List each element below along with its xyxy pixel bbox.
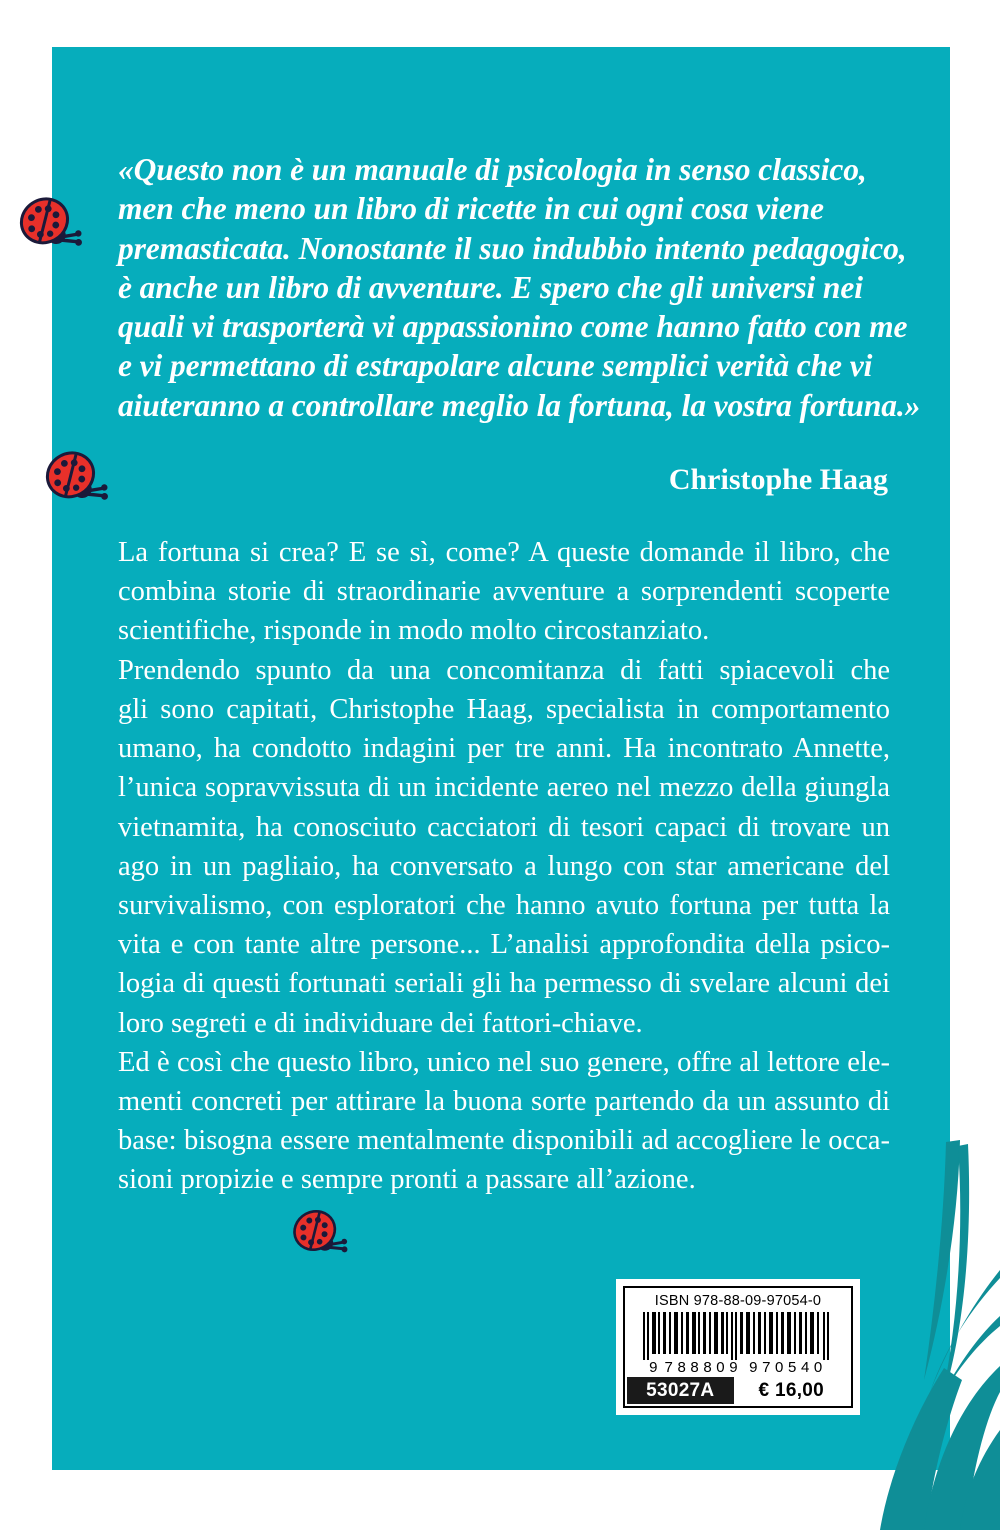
blurb-line: umano, ha condotto indagini per tre anni. Ha incontrato Annette, [118,733,890,765]
code-price-row [627,1377,849,1404]
blurb-paragraph [118,533,890,651]
blurb-line: base: bisogna essere mentalmente disponibili ad accogliere le occa- [118,1125,890,1157]
blurb-line: scientifiche, risponde in modo molto circostanziato. [118,615,710,647]
blurb-line: l’unica sopravvissuta di un incidente aereo nel mezzo della giungla [118,772,890,804]
ladybug-bottom-center-icon [288,1200,358,1270]
blurb-line: La fortuna si crea? E se sì, come? A queste domande il libro, che [118,537,890,569]
cover-text-content [118,150,921,1200]
barcode-bars-wrap [625,1309,851,1360]
blurb-line: menti concreti per attirare la buona sorte partendo da un assunto di [118,1085,890,1117]
ladybug-top-left-icon [14,186,94,266]
quote-line: «Questo non è un manuale di psicologia in senso classico, [118,152,867,187]
barcode-digits [625,1360,851,1377]
quote-line: men che meno un libro di ricette in cui ogni cosa viene [118,191,824,227]
isbn-label: ISBN 978-88-09-97054-0 [654,1293,822,1309]
blurb-line: Prendendo spunto da una concomitanza di fatti spiacevoli che [118,654,890,686]
blurb-paragraph [118,1043,890,1200]
price-value: € 16,00 [734,1377,849,1404]
blurb-line: sioni propizie e sempre pronti a passare all’azione. [118,1164,696,1196]
ladybug-mid-left-icon [40,440,120,520]
pull-quote [118,150,921,425]
blurb-paragraph [118,651,890,1043]
blurb-line: combina storie di straordinarie avventure a sorprendenti scoperte [118,576,890,608]
quote-line: premasticata. Nonostante il suo indubbio intento pedagogico, [118,230,907,266]
barcode-inner-frame [623,1286,853,1408]
quote-line: e vi permettano di estrapolare alcune semplici verità che vi [118,348,873,384]
quote-attribution-author: Christophe Haag [668,463,888,497]
blurb-line: logia di questi fortunati seriali gli ha permesso di svelare alcuni dei [118,968,890,1000]
quote-line: quali vi trasporterà vi appassionino come hanno fatto con me [118,309,908,345]
blurb-text [118,533,890,1199]
barcode-digit-group-2: 970540 [749,1359,827,1376]
isbn-barcode-block [616,1279,860,1415]
blurb-line: survivalismo, con esploratori che hanno avuto fortuna per tutta la [118,889,890,921]
blurb-line: loro segreti e di individuare dei fattori-chiave. [118,1007,643,1039]
blurb-line: ago in un pagliaio, ha conversato a lungo con star americane del [118,850,890,882]
barcode-digit-group-1: 788809 [664,1359,743,1376]
blurb-line: Ed è così che questo libro, unico nel suo genere, offre al lettore ele- [118,1046,890,1078]
product-code: 53027A [627,1377,734,1404]
quote-line: aiuteranno a controllare meglio la fortuna, la vostra fortuna.» [118,387,921,423]
ean13-barcode-icon [643,1312,833,1360]
blurb-line: vita e con tante altre persone... L’analisi approfondita della psico- [118,929,890,961]
blurb-line: vietnamita, ha conosciuto cacciatori di tesori capaci di trovare un [118,811,890,843]
barcode-digit-lead: 9 [649,1359,658,1376]
quote-line: è anche un libro di avventure. E spero che gli universi nei [118,269,863,305]
blurb-line: gli sono capitati, Christophe Haag, specialista in comportamento [118,693,890,725]
